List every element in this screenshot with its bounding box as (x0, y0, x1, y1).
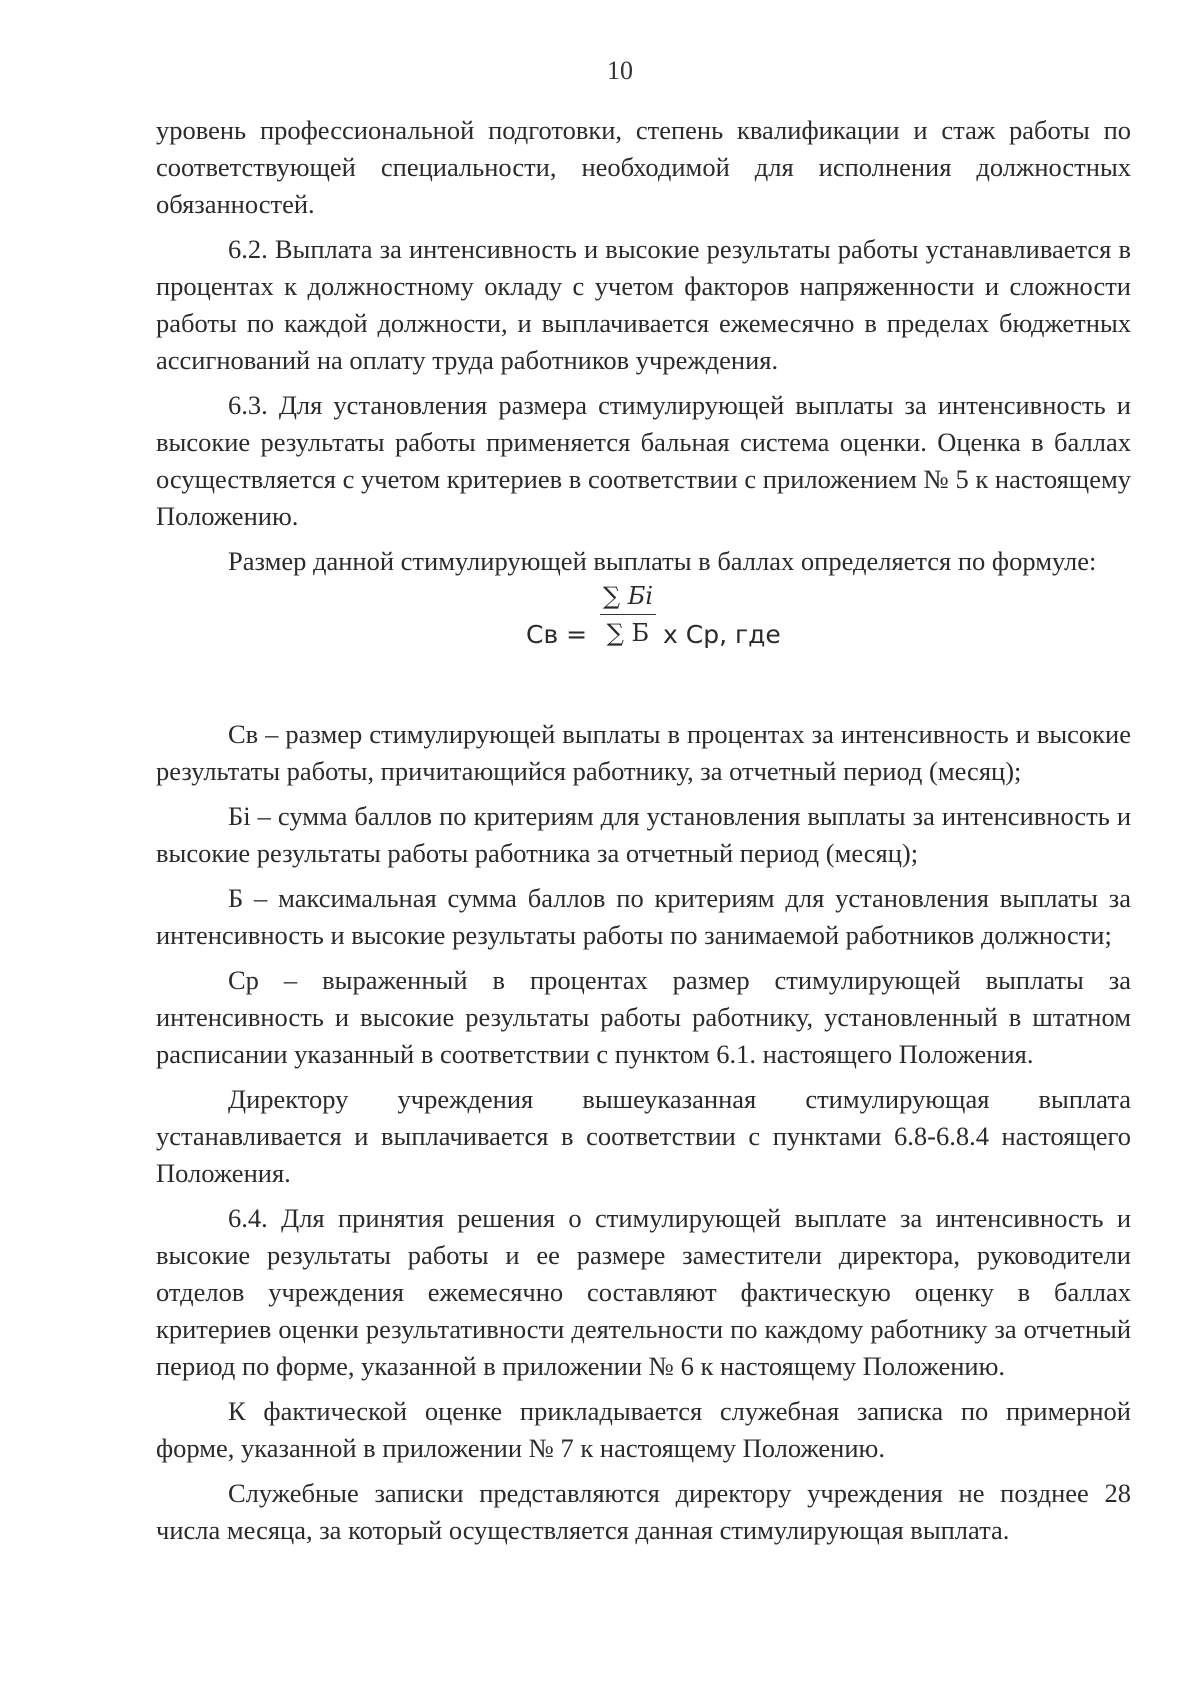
formula-numerator-var: Бi (627, 582, 654, 610)
paragraph-definition-b: Б – максимальная сумма баллов по критериям для установления выплаты за интенсивность и высокие результаты работы по занимаемой работников должности; (156, 883, 1131, 950)
paragraph-definition-sv: Св – размер стимулирующей выплаты в процентах за интенсивность и высокие результаты работы, причитающийся работнику, за отчетный период (месяц); (156, 719, 1131, 786)
formula-fraction (598, 582, 658, 647)
paragraph-6-4: 6.4. Для принятия решения о стимулирующей выплате за интенсивность и высокие результаты работы и ее размере заместители директора, руководители отделов учреждения ежемесячно составляют фактическую оценку в баллах критериев оценки результативности деятельности по каждому работнику за отчетный период по форме, указанной в приложении № 6 к настоящему Положению. (156, 1203, 1131, 1381)
page-number: 10 (607, 56, 633, 85)
formula-rhs: x Ср, где (663, 620, 781, 649)
paragraph-formula-intro: Размер данной стимулирующей выплаты в баллах определяется по формуле: (228, 546, 1097, 576)
formula-numerator (598, 582, 658, 614)
document-body (156, 112, 1131, 1549)
paragraph-deadline: Служебные записки представляются директору учреждения не позднее 28 числа месяца, за который осуществляется данная стимулирующая выплата. (156, 1478, 1131, 1545)
formula-numerator-sum: ∑ (602, 582, 621, 610)
paragraph-definition-sr: Ср – выраженный в процентах размер стимулирующей выплаты за интенсивность и высокие результаты работы работнику, установленный в штатном расписании указанный в соответствии с пунктом 6.1. настоящего Положения. (156, 965, 1131, 1069)
formula (156, 576, 1131, 694)
formula-denominator: ∑ Б (606, 619, 650, 647)
paragraph-director: Директору учреждения вышеуказанная стимулирующая выплата устанавливается и выплачивается в соответствии с пунктами 6.8-6.8.4 настоящего Положения. (156, 1084, 1131, 1188)
paragraph-6-3: 6.3. Для установления размера стимулирующей выплаты за интенсивность и высокие результаты работы применяется бальная система оценки. Оценка в баллах осуществляется с учетом критериев в соответствии с приложением № 5 к настоящему Положению. (156, 390, 1131, 531)
paragraph-6-2: 6.2. Выплата за интенсивность и высокие результаты работы устанавливается в процентах к должностному окладу с учетом факторов напряженности и сложности работы по каждой должности, и выплачивается ежемесячно в пределах бюджетных ассигнований на оплату труда работников учреждения. (156, 234, 1131, 375)
paragraph-intro: уровень профессиональной подготовки, степень квалификации и стаж работы по соответствующей специальности, необходимой для исполнения должностных обязанностей. (156, 115, 1131, 219)
formula-lhs: Св = (526, 620, 588, 649)
paragraph-definition-bi: Бi – сумма баллов по критериям для установления выплаты за интенсивность и высокие результаты работы работника за отчетный период (месяц); (156, 801, 1131, 868)
formula-fraction-bar (600, 614, 656, 615)
paragraph-memo: К фактической оценке прикладывается служебная записка по примерной форме, указанной в приложении № 7 к настоящему Положению. (156, 1396, 1131, 1463)
